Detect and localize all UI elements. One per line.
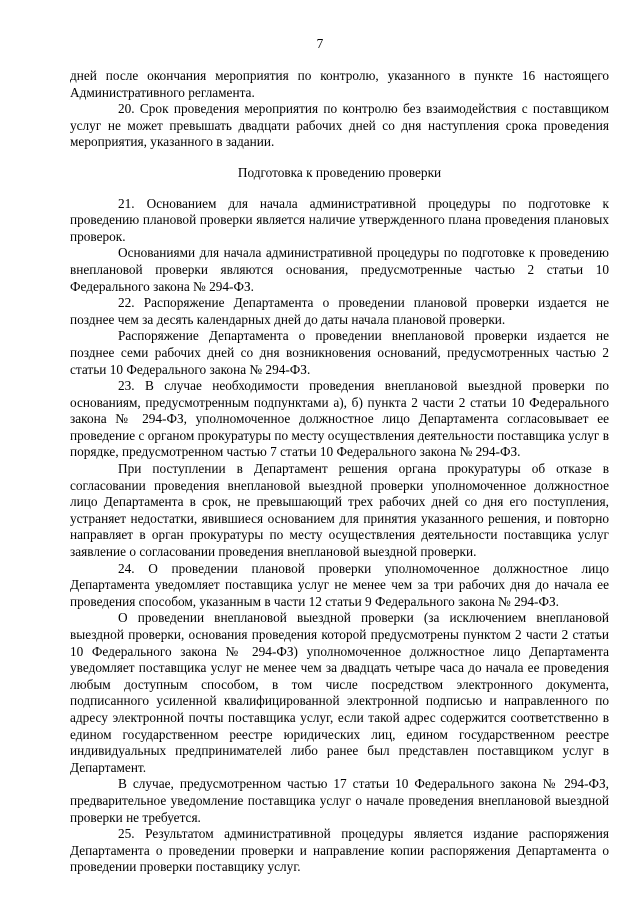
document-body xyxy=(70,68,609,876)
paragraph-24-exception: В случае, предусмотренном частью 17 статьи 10 Федерального закона № 294-ФЗ, предварительное уведомление поставщика услуг о начале проведения внеплановой выездной проверки не требуется. xyxy=(70,776,609,825)
paragraph-21: 21. Основанием для начала административной процедуры по подготовке к проведению плановой проверки является наличие утвержденного плана проведения плановых проверок. xyxy=(70,195,609,244)
paragraph-23: 23. В случае необходимости проведения внеплановой выездной проверки по основаниям, предусмотренным подпунктами а), б) пункта 2 части 2 статьи 10 Федерального закона № 294-ФЗ, уполномоченное должностное лицо Департамента согласовывает ее проведение с органом прокуратуры по месту осуществления деятельности поставщика услуг в порядке, предусмотренном частью 7 статьи 10 Федерального закона № 294-ФЗ. xyxy=(70,378,609,460)
paragraph-20: 20. Срок проведения мероприятия по контролю без взаимодействия с поставщиком услуг не может превышать двадцати рабочих дней со дня наступления срока проведения мероприятия, указанного в задании. xyxy=(70,101,609,150)
page-number: 7 xyxy=(316,36,324,51)
paragraph-continuation: дней после окончания мероприятия по контролю, указанного в пункте 16 настоящего Административного регламента. xyxy=(70,68,609,100)
section-heading: Подготовка к проведению проверки xyxy=(237,164,442,180)
paragraph-23-refusal: При поступлении в Департамент решения органа прокуратуры об отказе в согласовании проведения внеплановой выездной проверки уполномоченное должностное лицо Департамента в срок, не превышающий трех рабочих дней со дня его поступления, устраняет недостатки, явившиеся основанием для принятия указанного решения, и повторно направляет в орган прокуратуры по месту осуществления деятельности поставщика услуг заявление о согласовании проведения внеплановой выездной проверки. xyxy=(70,461,609,560)
paragraph-22: 22. Распоряжение Департамента о проведении плановой проверки издается не позднее чем за десять календарных дней до даты начала плановой проверки. xyxy=(70,295,609,327)
paragraph-25: 25. Результатом административной процедуры является издание распоряжения Департамента о проведении проверки и направление копии распоряжения Департамента о проведении проверки поставщику услуг. xyxy=(70,826,609,875)
paragraph-24-unscheduled: О проведении внеплановой выездной проверки (за исключением внеплановой выездной проверки, основания проведения которой предусмотрены пунктом 2 части 2 статьи 10 Федерального закона № 294-ФЗ) уполномоченное должностное лицо Департамента уведомляет поставщика услуг не менее чем за двадцать четыре часа до начала ее проведения любым доступным способом, в том числе посредством электронного документа, подписанного усиленной квалифицированной электронной подписью и направленного по адресу электронной почты поставщика услуг, если такой адрес содержится соответственно в едином государственном реестре юридических лиц, едином государственном реестре индивидуальных предпринимателей либо ранее был представлен поставщиком услуг в Департамент. xyxy=(70,610,609,775)
paragraph-22-unscheduled: Распоряжение Департамента о проведении внеплановой проверки издается не позднее семи рабочих дней со дня возникновения оснований, предусмотренных частью 2 статьи 10 Федерального закона № 294-ФЗ. xyxy=(70,328,609,377)
paragraph-21-grounds: Основаниями для начала административной процедуры по подготовке к проведению внеплановой проверки являются основания, предусмотренные частью 2 статьи 10 Федерального закона № 294-ФЗ. xyxy=(70,245,609,294)
paragraph-24: 24. О проведении плановой проверки уполномоченное должностное лицо Департамента уведомляет поставщика услуг не менее чем за три рабочих дня до начала ее проведения способом, указанным в части 12 статьи 9 Федерального закона № 294-ФЗ. xyxy=(70,560,609,609)
